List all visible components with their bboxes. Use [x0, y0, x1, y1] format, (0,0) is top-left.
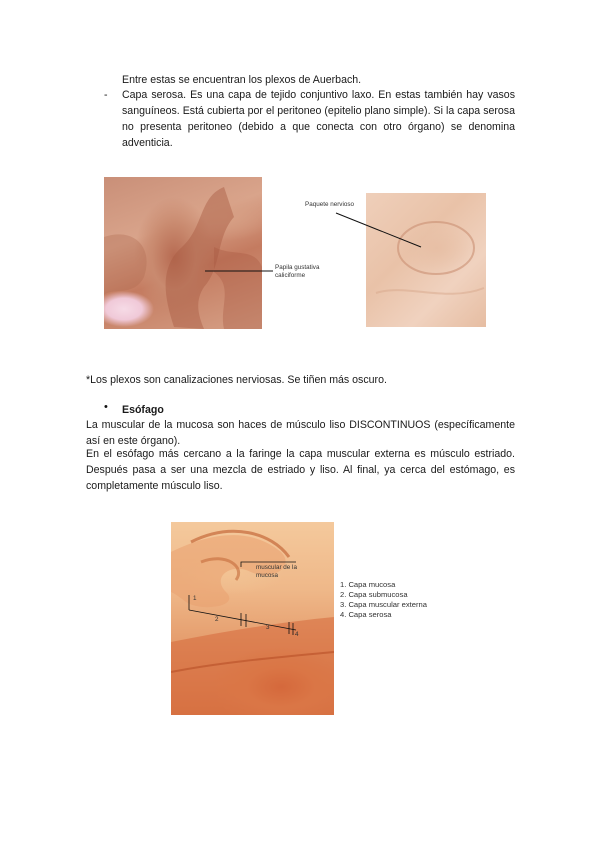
legend-item: 4. Capa serosa: [340, 610, 392, 619]
label-muscular-mucosa: muscular de la mucosa: [256, 564, 297, 579]
pointer-line-paquete: [335, 211, 425, 251]
legend-capas: [340, 580, 460, 620]
pointer-line-papila: [205, 268, 275, 274]
heading-esofago: Esófago: [122, 404, 164, 416]
esofago-diagram: [171, 522, 334, 715]
mark-3: 3: [266, 624, 270, 631]
label-paquete-nervioso: Paquete nervioso: [305, 201, 355, 208]
text-line-auerbach: Entre estas se encuentran los plexos de Auerbach.: [122, 74, 362, 86]
mark-2: 2: [215, 616, 219, 623]
histology-image-esofago: [171, 522, 334, 715]
paragraph-muscular-mucosa: La muscular de la mucosa son haces de músculo liso DISCONTINUOS (específicamente así en este órgano).: [86, 419, 515, 447]
label-papila-gustativa: Papila gustativa caliciforme: [275, 264, 320, 279]
mark-4: 4: [295, 631, 299, 638]
legend-item: 1. Capa mucosa: [340, 580, 396, 589]
list-dash: -: [104, 89, 108, 101]
note-plexos: *Los plexos son canalizaciones nerviosas. Se tiñen más oscuro.: [86, 374, 387, 386]
papila-texture: [104, 177, 262, 329]
bullet-esofago: •: [104, 401, 108, 413]
histology-image-papila: [104, 177, 262, 329]
paragraph-esofago-capas: En el esófago más cercano a la faringe la capa muscular externa es músculo estriado. Después pasa a ser una mezcla de estriado y liso. Al final, ya cerca del estómago, es completamente músculo liso.: [86, 448, 515, 492]
legend-item: 2. Capa submucosa: [340, 590, 408, 599]
paragraph-serosa: Capa serosa. Es una capa de tejido conjuntivo laxo. En estas también hay vasos sanguíneos. Está cubierta por el peritoneo (epitelio plano simple). Si la capa serosa no presenta peritoneo (debido a que conecta con otro órgano) se denomina adventicia.: [122, 89, 515, 149]
mark-1: 1: [193, 595, 197, 602]
legend-item: 3. Capa muscular externa: [340, 600, 427, 609]
